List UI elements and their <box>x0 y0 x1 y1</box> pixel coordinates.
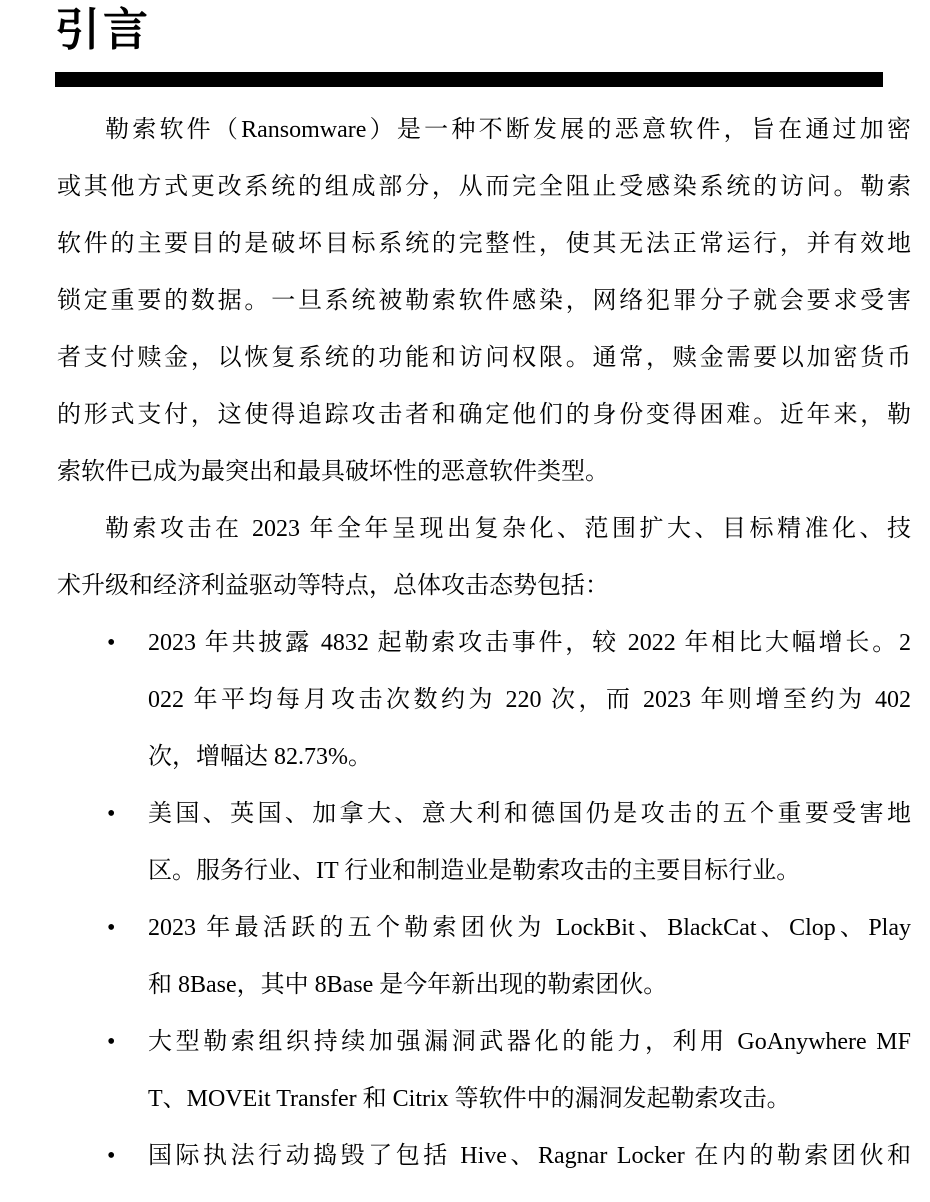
list-item <box>57 786 911 900</box>
bullet-line: 022 年平均每月攻击次数约为 220 次，而 2023 年则增至约为 402 <box>148 687 911 713</box>
paragraph-line: 软件的主要目的是破坏目标系统的完整性，使其无法正常运行，并有效地 <box>57 231 911 257</box>
list-item <box>57 615 911 786</box>
bullet-line: 2023 年共披露 4832 起勒索攻击事件，较 2022 年相比大幅增长。2 <box>148 630 911 656</box>
paragraph-line: 勒索攻击在 2023 年全年呈现出复杂化、范围扩大、目标精准化、技 <box>105 516 911 542</box>
paragraph-line: 术升级和经济利益驱动等特点，总体攻击态势包括： <box>57 573 609 599</box>
bullet-line: 2023 年最活跃的五个勒索团伙为 LockBit、BlackCat、Clop、Play <box>148 915 911 941</box>
page-title: 引言 <box>55 3 152 56</box>
bullet-icon: • <box>107 801 116 827</box>
paragraph <box>57 501 911 615</box>
bullet-icon: • <box>107 1029 116 1055</box>
bullet-list <box>57 615 911 1185</box>
bullet-line: 美国、英国、加拿大、意大利和德国仍是攻击的五个重要受害地 <box>148 801 911 827</box>
paragraph-line: 勒索软件（Ransomware）是一种不断发展的恶意软件，旨在通过加密 <box>105 117 911 143</box>
bullet-line: 区。服务行业、IT 行业和制造业是勒索攻击的主要目标行业。 <box>148 858 801 884</box>
bullet-icon: • <box>107 915 116 941</box>
paragraph-line: 索软件已成为最突出和最具破坏性的恶意软件类型。 <box>57 459 609 485</box>
paragraph-line: 者支付赎金，以恢复系统的功能和访问权限。通常，赎金需要以加密货币 <box>57 345 911 371</box>
list-item <box>57 1014 911 1128</box>
bullet-line: 次，增幅达 82.73%。 <box>148 744 372 770</box>
paragraph-line: 或其他方式更改系统的组成部分，从而完全阻止受感染系统的访问。勒索 <box>57 174 911 200</box>
list-item <box>57 1128 911 1185</box>
bullet-icon: • <box>107 1143 116 1169</box>
bullet-line: 大型勒索组织持续加强漏洞武器化的能力，利用 GoAnywhere MF <box>148 1029 911 1055</box>
list-item <box>57 900 911 1014</box>
bullet-line: 和 8Base，其中 8Base 是今年新出现的勒索团伙。 <box>148 972 668 998</box>
paragraph-line: 的形式支付，这使得追踪攻击者和确定他们的身份变得困难。近年来，勒 <box>57 402 911 428</box>
heading-rule <box>55 72 883 87</box>
paragraph-line: 锁定重要的数据。一旦系统被勒索软件感染，网络犯罪分子就会要求受害 <box>57 288 911 314</box>
paragraph <box>57 102 911 501</box>
bullet-line: T、MOVEit Transfer 和 Citrix 等软件中的漏洞发起勒索攻击。 <box>148 1086 791 1112</box>
bullet-line: 国际执法行动捣毁了包括 Hive、Ragnar Locker 在内的勒索团伙和 <box>148 1143 911 1169</box>
bullet-icon: • <box>107 630 116 656</box>
document-body <box>57 102 911 1185</box>
